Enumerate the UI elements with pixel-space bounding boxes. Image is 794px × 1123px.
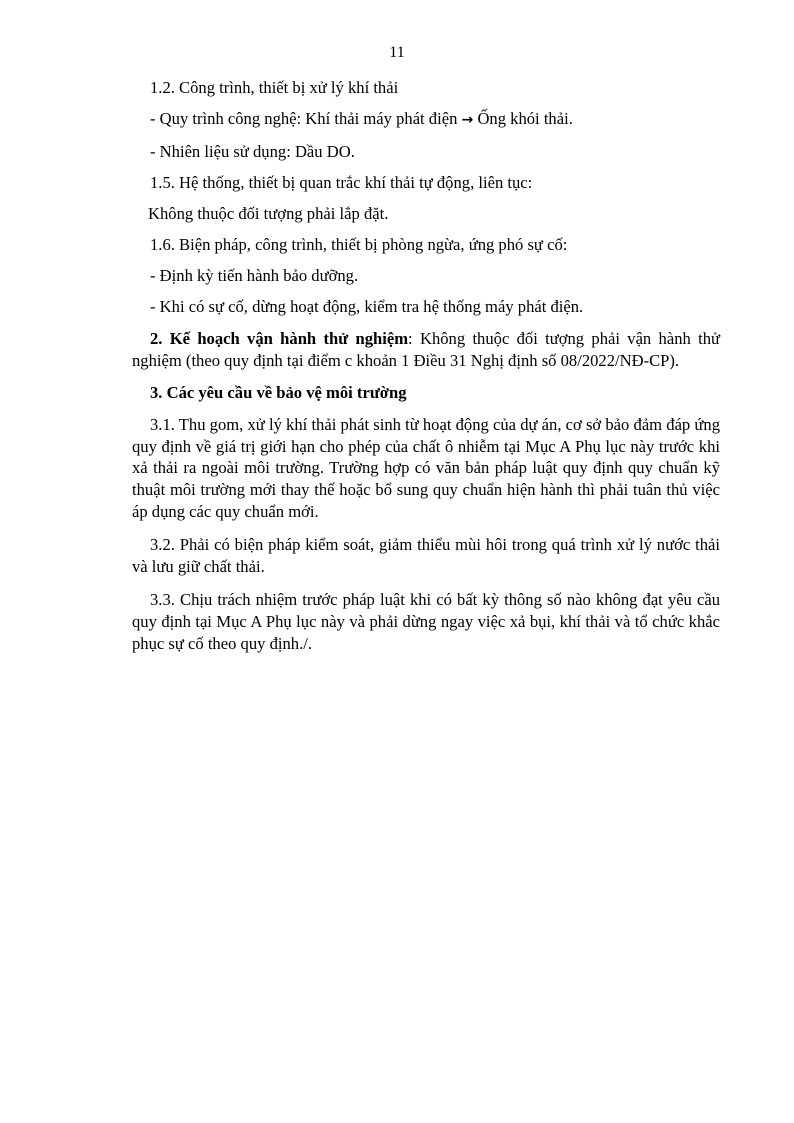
section-3-1-paragraph: 3.1. Thu gom, xử lý khí thải phát sinh từ hoạt động của dự án, cơ sở bảo đảm đáp ứng quy định về giá trị giới hạn cho phép của chất ô nhiễm tại Mục A Phụ lục này trước khi xả thải ra ngoài môi trường. Trường hợp có văn bản pháp luật quy định quy chuẩn kỹ thuật môi trường mới thay thế hoặc bổ sung quy chuẩn hiện hành thì phải tuân thủ việc áp dụng các quy chuẩn mới. — [132, 415, 720, 521]
process-text-after-arrow: Ống khói thải. — [477, 109, 573, 128]
section-3-2-paragraph: 3.2. Phải có biện pháp kiểm soát, giảm thiểu mùi hôi trong quá trình xử lý nước thải và lưu giữ chất thải. — [132, 535, 720, 576]
section-2-text: : Không thuộc đối tượng phải vận hành thử nghiệm (theo quy định tại điểm c khoản 1 Điều 31 Nghị định số 08/2022/NĐ-CP). — [132, 329, 720, 370]
section-2-title: 2. Kế hoạch vận hành thử nghiệm — [150, 329, 409, 348]
section-1-2-title: 1.2. Công trình, thiết bị xử lý khí thải — [150, 78, 399, 97]
section-1-6-item-2: - Khi có sự cố, dừng hoạt động, kiểm tra hệ thống máy phát điện. — [150, 297, 584, 316]
page-number: 11 — [389, 44, 405, 61]
section-3-title: 3. Các yêu cầu về bảo vệ môi trường — [150, 383, 407, 403]
arrow-right-icon: → — [461, 112, 474, 128]
section-1-5-text: Không thuộc đối tượng phải lắp đặt. — [148, 204, 389, 223]
document-body — [132, 78, 720, 666]
section-1-6-title: 1.6. Biện pháp, công trình, thiết bị phòng ngừa, ứng phó sự cố: — [150, 235, 568, 254]
section-1-2-fuel: - Nhiên liệu sử dụng: Dầu DO. — [150, 142, 355, 161]
process-text-before-arrow: - Quy trình công nghệ: Khí thải máy phát điện — [150, 109, 458, 128]
section-1-5-title: 1.5. Hệ thống, thiết bị quan trắc khí thải tự động, liên tục: — [150, 173, 533, 192]
section-1-2-process — [132, 109, 720, 130]
section-2-paragraph — [132, 328, 720, 371]
section-1-6-item-1: - Định kỳ tiến hành bảo dưỡng. — [150, 266, 359, 285]
section-3-3-paragraph: 3.3. Chịu trách nhiệm trước pháp luật khi có bất kỳ thông số nào không đạt yêu cầu quy định tại Mục A Phụ lục này và phải dừng ngay việc xả bụi, khí thải và tổ chức khắc phục sự cố theo quy định./. — [132, 590, 720, 653]
